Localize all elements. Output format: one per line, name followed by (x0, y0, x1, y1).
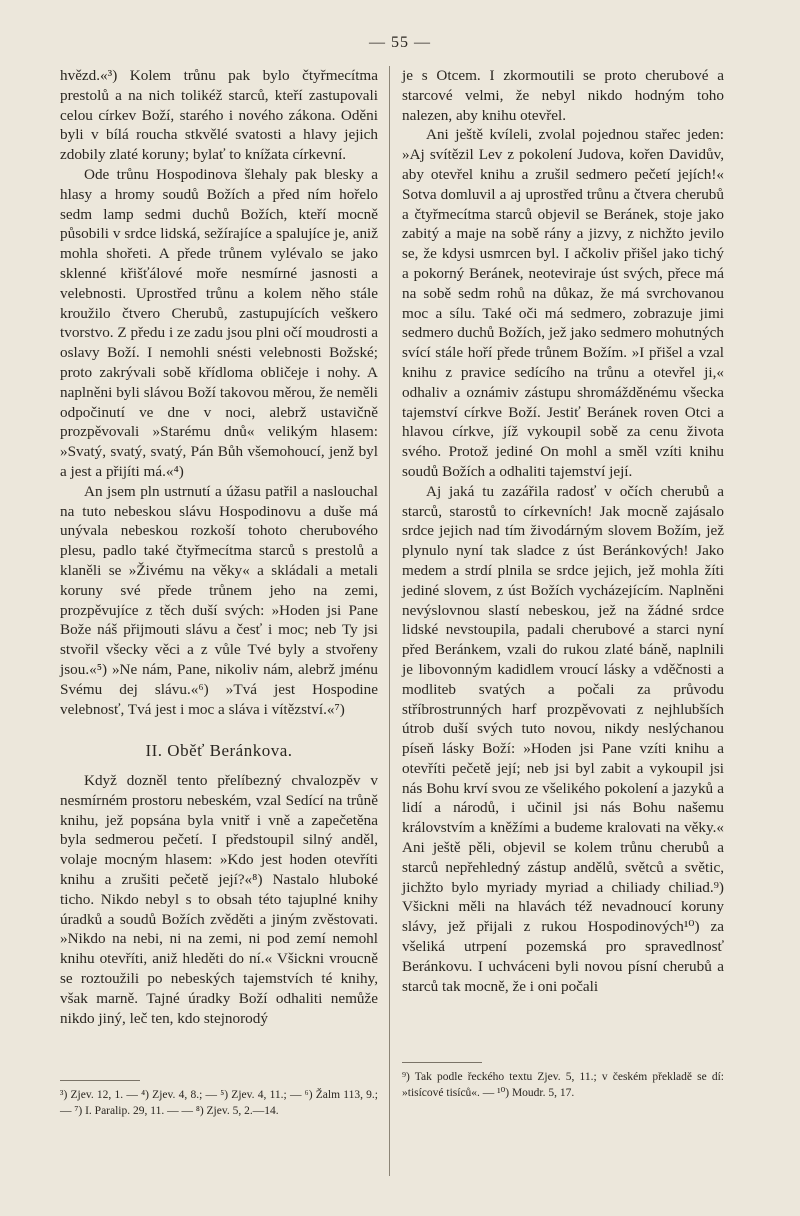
section-title: II. Oběť Beránkova. (145, 741, 293, 761)
footnote-text: ³) Zjev. 12, 1. — ⁴) Zjev. 4, 8.; — ⁵) Zjev. 4, 11.; — ⁶) Žalm 113, 9.; — ⁷) I. Paralip. 29, 11. — — ⁸) Zjev. 5, 2.—14. (60, 1089, 378, 1117)
paragraph: An jsem pln ustrnutí a úžasu patřil a naslouchal na tuto nebeskou slávu Hospodinovu a duše má unývala nebeskou rozkoší tohoto cherubového plesu, padlo také čtyřmecítma starců s prestolů a klaněli se »Živému na věky« a skládali a metali koruny své přede trůnem jeho na zemi, prozpěvujíce z těch duší svých: »Hoden jsi Pane Bože náš přijmouti slávu a česť i moc; neb Ty jsi stvořil všecky věci a z vůle Tvé byly a stvořeny jsou.«⁵) »Ne nám, Pane, nikoliv nám, alebrž jménu Svému dej slávu.«⁶) »Tvá jest Hospodine velebnosť, Tvá jest i moc a sláva i vítězství.«⁷) (60, 482, 378, 718)
page-number: — 55 — (369, 34, 431, 51)
paragraph: Ode trůnu Hospodinova šlehaly pak blesky a hlasy a hromy soudů Božích a před ním hořelo sedm lamp sedmi duchů Božích, kteří mocně působili v srdce lidská, sežírajíce a spalujíce je, aniž mohla shořeti. A přede trůnem vylévalo se jako sklenné křišťálové moře nesmírné jasnosti a velebnosti. Uprostřed trůnu a kolem něho stále kroužilo čtvero Cherubů, zastupujících veškero tvorstvo. Z předu i ze zadu jsou plni očí moudrosti a oslavy Boží. I nemohli snésti velebnosti Božské; proto zakrývali sobě křídloma obličeje i nohy. A naplněni byli slávou Boží takovou měrou, že neměli odpočinutí ve dne v noci, alebrž ustavičně prozpěvovali »Starému dnů« velikým hlasem: »Svatý, svatý, svatý, Pán Bůh všemohoucí, jenž byl a jest a přijíti má.«⁴) (60, 165, 378, 480)
paragraph: Když dozněl tento přelíbezný chvalozpěv v nesmírném prostoru nebeském, vzal Sedící na trůně knihu, jež popsána byla vnitř i vně a zapečetěna byla sedmerou pečetí. I předstoupil silný anděl, volaje mocným hlasem: »Kdo jest hoden otevříti knihu a zrušiti pečetě její?«⁸) Nastalo hluboké ticho. Nikdo nebyl s to obsah této tajuplné knihy úradků a soudů Božích zvěděti a jiným zvěstovati. »Nikdo na nebi, ni na zemi, ni pod zemí nemohl knihu otevříti, aniž hleděti do ní.« Všickni vroucně se roztoužili po nebeských tajemstvích té knihy, však marně. Tajné úradky Boží odhaliti nemůže nikdo jiný, leč ten, kdo stejnorodý (60, 772, 378, 1027)
paragraph: hvězd.«³) Kolem trůnu pak bylo čtyřmecítma prestolů a na nich tolikéž starců, kteří zastupovali celou církev Boží, starého i nového zákona. Oděni byli v bílá roucha stkvělé svatosti a hlavy jejich zdobily zlaté koruny; bylať to knížata církevní. (60, 67, 378, 164)
paragraph: Aj jaká tu zazářila radosť v očích cherubů a starců, starostů to církevních! Jak mocně zajásalo srdce jejich nad tím živodárným slovem Božím, jež plynulo nyní tak sladce z úst Beránkových! Jako medem a strdí plnila se srdce jejich, jež mohla žíti jediné slovem, z úst Božích vycházejícím. Naplněni nevýslovnou slastí nebeskou, jež na žádné srdce lidské nevstoupila, padali cherubové a starci nyní před Beránkem, vzali do rukou zlaté báně, naplnili je libovonným kadidlem vroucí lásky a vděčnosti a modliteb svatých a počali za průvodu stříbrostrunných harf prozpěvovati z nejhlubších útrob duší svých tuto novou, nikdy neslýchanou píseň lásky Boží: »Hoden jsi Pane vzíti knihu a otevříti pečetě její; neb jsi byl zabit a vykoupil jsi nás Bohu krví svou ze všelikého pokolení a jazyků a lidí a národů, i učinil jsi nás Bohu našemu královstvím a kněžími a budeme kralovati na věky.« Ani ještě pěli, objevil se kolem trůnu cherubů a starců nepřehledný zástup andělů, světců a světic, jichžto bylo myriady myriad a chiliady chiliad.⁹) Všickni měli na hlavách též nevadnoucí koruny slávy, jež přijali z rukou Hospodinových¹⁰) za všeliká utrpení pozemská pro spravedlnosť Beránkovu. I uchváceni byli novou písní cherubů a starců tak mocně, že i oni počali (402, 482, 724, 995)
paragraph: Ani ještě kvíleli, zvolal pojednou stařec jeden: »Aj svítězil Lev z pokolení Judova, kořen Davidův, aby otevřel knihu a zrušil sedmero pečetí jejích!« Sotva domluvil a aj uprostřed trůnu a čtvera cherubů a čtyřmecítma starců objevil se Beránek, stoje jako zabitý a maje na sobě rány a jizvy, z nichžto jevilo se, že kdysi usmrcen byl. I ačkoliv přišel jako tichý a pokorný Beránek, neoteviraje úst svých, přece má na sobě sedm rohů na důkaz, že má svrchovanou moc a sílu. Také oči má sedmero, zobrazuje jimi sedmero duchů Božích, jež jako sedmero mohutných svící stále hoří přede trůnem Božím. »I přišel a vzal knihu z pravice sedícího na trůnu a otevřel ji,« odhaliv a oznámiv zástupu shromážděnému všecka tajemství církve Boží. Jestiť Beránek roven Otci a hlavou církve, jíž vykoupil sobě za cenu života svého. Protož jediné On mohl a směl vzíti knihu soudů Božích a odhaliti tajemství její. (402, 126, 724, 480)
footnotes-right (402, 1070, 724, 1101)
left-column (60, 66, 378, 1028)
column-divider (389, 66, 390, 1176)
footnote-rule (402, 1062, 482, 1063)
right-column (402, 66, 724, 996)
footnotes-left (60, 1088, 378, 1119)
paragraph: je s Otcem. I zkormoutili se proto cherubové a starcové velmi, že nebyl nikdo hodným toho nalezen, aby knihu otevřel. (402, 67, 724, 124)
footnote-rule (60, 1080, 140, 1081)
footnote-text: ⁹) Tak podle řeckého textu Zjev. 5, 11.; v českém překladě se dí: »tisícové tisíců«. — ¹⁰) Moudr. 5, 17. (402, 1071, 724, 1099)
